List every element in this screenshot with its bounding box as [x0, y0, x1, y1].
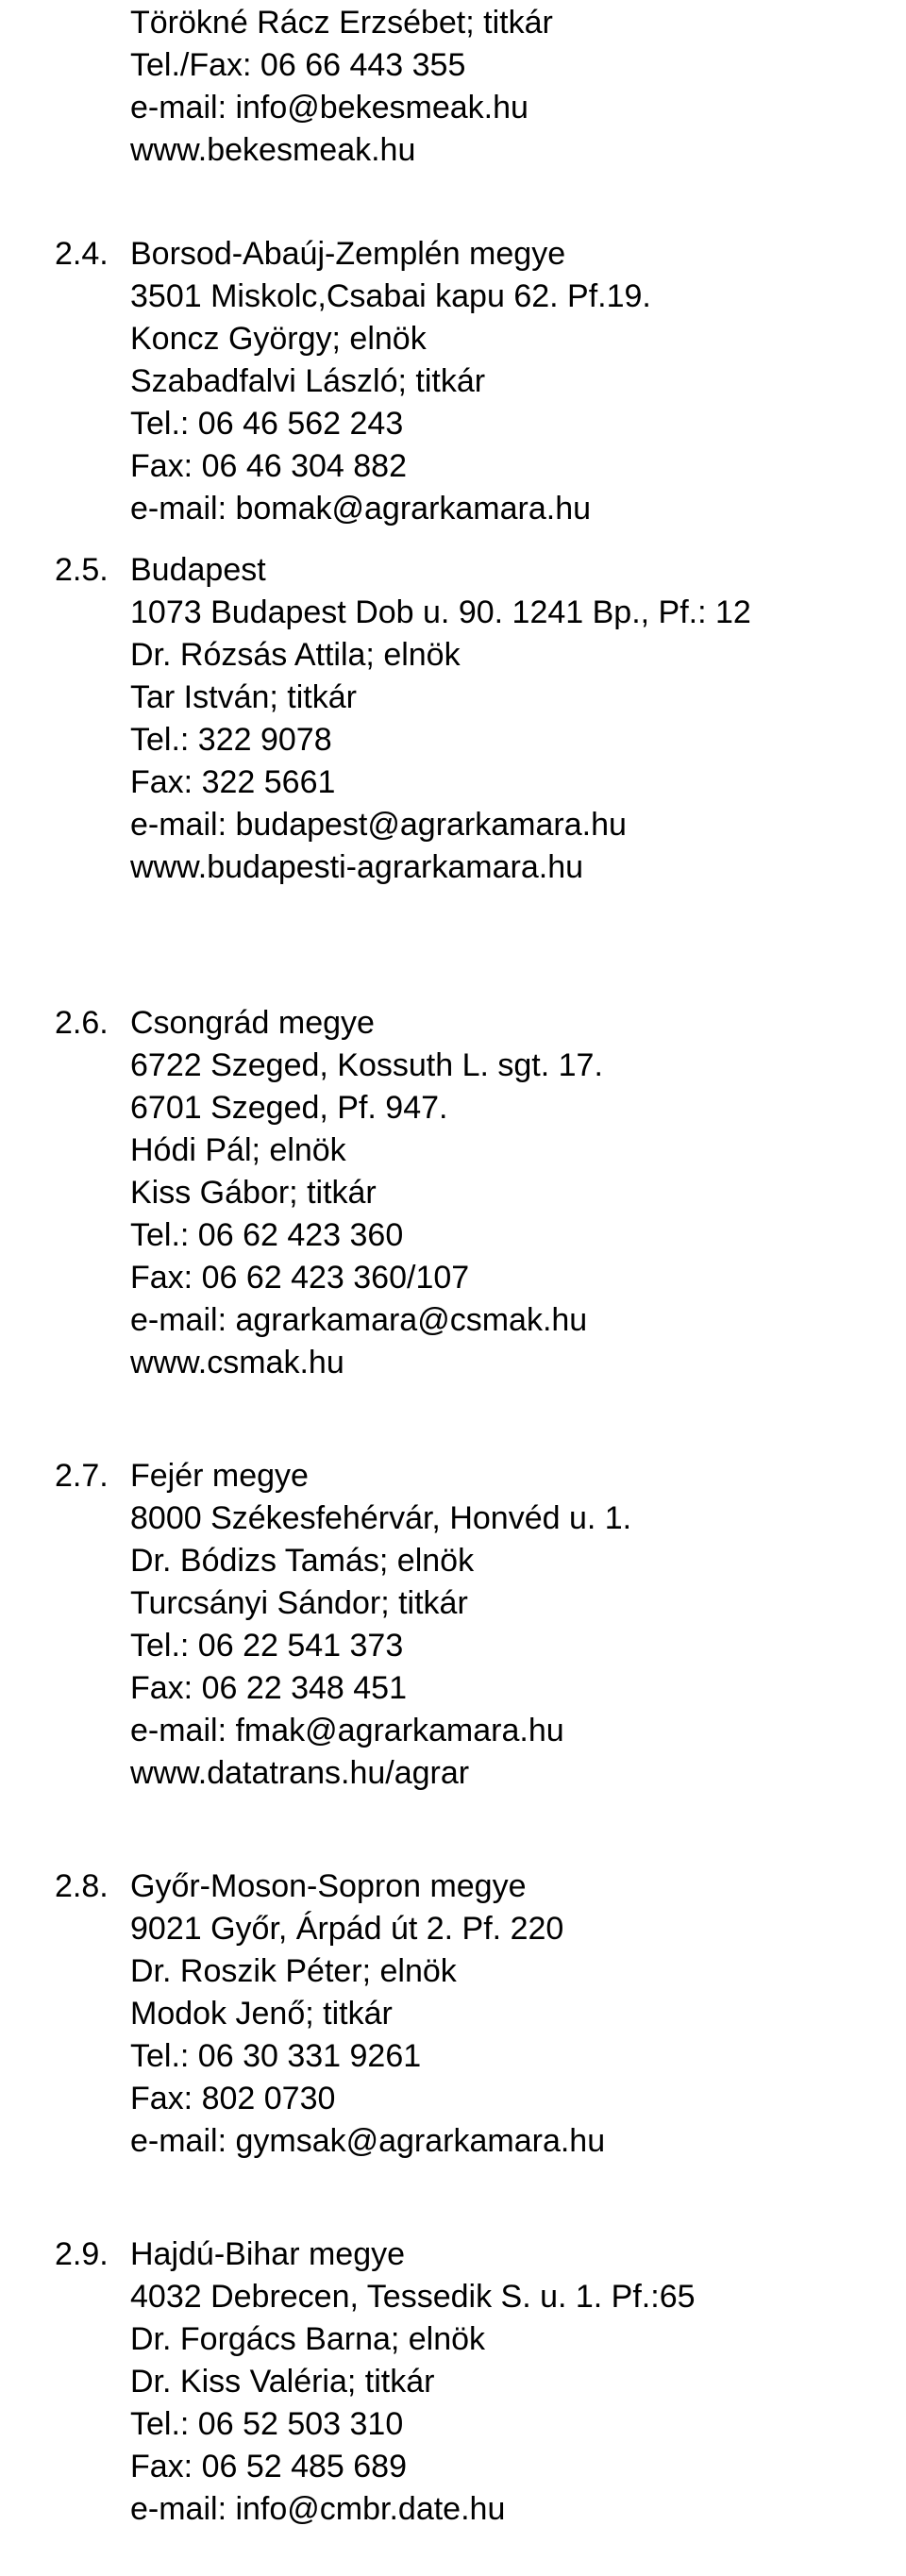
- secretary-line: Dr. Kiss Valéria; titkár: [130, 2364, 435, 2400]
- secretary-line: Kiss Gábor; titkár: [130, 1175, 377, 1211]
- secretary-line: Modok Jenő; titkár: [130, 1996, 393, 2032]
- entry-number: 2.5.: [55, 552, 109, 588]
- email-line: e-mail: agrarkamara@csmak.hu: [130, 1302, 588, 1338]
- secretary-line: Törökné Rácz Erzsébet; titkár: [130, 5, 553, 41]
- county-name: Csongrád megye: [130, 1005, 375, 1041]
- website-line: www.budapesti-agrarkamara.hu: [130, 849, 584, 885]
- phone-fax-line: Tel./Fax: 06 66 443 355: [130, 47, 466, 83]
- email-line: e-mail: fmak@agrarkamara.hu: [130, 1713, 564, 1748]
- county-name: Budapest: [130, 552, 266, 588]
- president-line: Hódi Pál; elnök: [130, 1132, 346, 1168]
- website-line: www.csmak.hu: [130, 1345, 344, 1380]
- entry-lines: [130, 1002, 603, 1384]
- president-line: Koncz György; elnök: [130, 321, 427, 357]
- entry-lines: [130, 549, 751, 889]
- entry-lines: [130, 1865, 605, 2163]
- email-line: e-mail: info@bekesmeak.hu: [130, 90, 528, 125]
- county-name: Hajdú-Bihar megye: [130, 2236, 406, 2272]
- address-line: 4032 Debrecen, Tessedik S. u. 1. Pf.:65: [130, 2279, 696, 2315]
- phone-line: Tel.: 06 22 541 373: [130, 1628, 404, 1664]
- fax-line: Fax: 06 62 423 360/107: [130, 1260, 470, 1296]
- phone-line: Tel.: 322 9078: [130, 722, 332, 758]
- website-line: www.datatrans.hu/agrar: [130, 1755, 470, 1791]
- president-line: Dr. Forgács Barna; elnök: [130, 2321, 486, 2357]
- fax-line: Fax: 322 5661: [130, 764, 336, 800]
- entry-number: 2.6.: [55, 1005, 109, 1041]
- phone-line: Tel.: 06 46 562 243: [130, 406, 404, 442]
- website-line: www.bekesmeak.hu: [130, 132, 416, 168]
- county-name: Győr-Moson-Sopron megye: [130, 1868, 527, 1904]
- entry-lines: [130, 2233, 696, 2531]
- entry-number: 2.8.: [55, 1868, 109, 1904]
- secretary-line: Szabadfalvi László; titkár: [130, 363, 486, 399]
- address-line: 1073 Budapest Dob u. 90. 1241 Bp., Pf.: 12: [130, 594, 751, 630]
- address-line: 3501 Miskolc,Csabai kapu 62. Pf.19.: [130, 278, 651, 314]
- fax-line: Fax: 06 22 348 451: [130, 1670, 408, 1706]
- secretary-line: Turcsányi Sándor; titkár: [130, 1585, 468, 1621]
- entry-number: 2.9.: [55, 2236, 109, 2272]
- entry-lines: [130, 233, 651, 530]
- entry-number: 2.7.: [55, 1458, 109, 1494]
- address-line: 8000 Székesfehérvár, Honvéd u. 1.: [130, 1500, 632, 1536]
- address-line: 9021 Győr, Árpád út 2. Pf. 220: [130, 1911, 564, 1947]
- entry-lines: [130, 1455, 631, 1795]
- county-name: Fejér megye: [130, 1458, 309, 1494]
- phone-line: Tel.: 06 30 331 9261: [130, 2038, 422, 2074]
- county-name: Borsod-Abaúj-Zemplén megye: [130, 236, 566, 272]
- entry-lines: [130, 2, 553, 172]
- fax-line: Fax: 802 0730: [130, 2081, 336, 2116]
- postal-address-line: 6701 Szeged, Pf. 947.: [130, 1090, 448, 1126]
- email-line: e-mail: gymsak@agrarkamara.hu: [130, 2123, 606, 2159]
- phone-line: Tel.: 06 62 423 360: [130, 1217, 404, 1253]
- address-line: 6722 Szeged, Kossuth L. sgt. 17.: [130, 1047, 603, 1083]
- email-line: e-mail: bomak@agrarkamara.hu: [130, 491, 592, 527]
- phone-line: Tel.: 06 52 503 310: [130, 2406, 404, 2442]
- entry-number: 2.4.: [55, 236, 109, 272]
- president-line: Dr. Rózsás Attila; elnök: [130, 637, 461, 673]
- email-line: e-mail: info@cmbr.date.hu: [130, 2491, 506, 2527]
- fax-line: Fax: 06 52 485 689: [130, 2449, 408, 2484]
- fax-line: Fax: 06 46 304 882: [130, 448, 408, 484]
- president-line: Dr. Roszik Péter; elnök: [130, 1953, 457, 1989]
- secretary-line: Tar István; titkár: [130, 679, 357, 715]
- president-line: Dr. Bódizs Tamás; elnök: [130, 1543, 475, 1579]
- email-line: e-mail: budapest@agrarkamara.hu: [130, 807, 627, 843]
